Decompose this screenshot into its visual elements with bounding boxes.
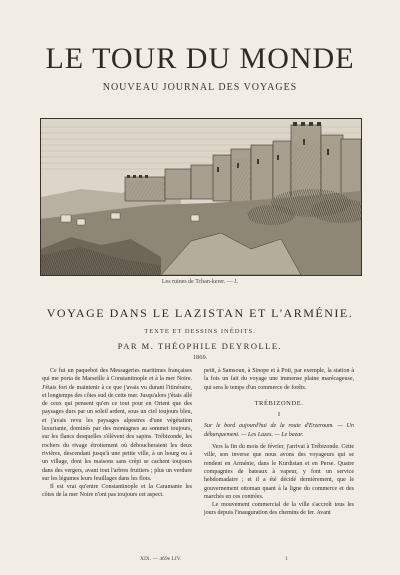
paragraph: Il est vrai qu'entre Constantinople et la Caramanie les côtes de la mer Noire n'ont pas toujours cet aspect. bbox=[42, 484, 192, 499]
paragraph: Le mouvement commercial de la ville s'accroît tous les jours depuis l'inauguration des chemins de fer. Avant bbox=[204, 502, 354, 517]
article-title: VOYAGE DANS LE LAZISTAN ET L'ARMÉNIE. bbox=[46, 306, 354, 320]
paragraph: Ce fut un paquebot des Messageries maritimes françaises qui me porta de Marseille à Constantinople et à la mer Noire. J'étais fort de maintenir à ce que j'avais vu durant l'itinéraire, et longtemps des côtes sud de cette mer. Jusqu'alors j'étais allé de ceux qui pensent qu'en ce tout pour en Orient que des paysages durs par un soleil ardent, sous un ciel toujours bleu, et j'avais revu les paysages alpestres d'une végétation luxuriante, dominés par des montagnes au sommet toujours, sur les flancs desquelles s'élèvent des sapins. Trébizonde, les rochers du rivage étroitement où déboucheraient les deux rivières, descendant jusqu'à une petite ville, à un bourg ou à un village, dont les maisons sans crépi se cachent toujours dans des vergers, avant tout l'arbres fruitiers ; plus un verdure sur les légumes leurs feuillages dans les flots. bbox=[42, 368, 192, 482]
paragraph: Vers la fin du mois de février, j'arrivai à Trébizonde. Cette ville, son inverse que nous avons des voyageurs qui se rendent en Arménie, dans le Kurdistan et en Perse. Quatre compagnies de bateaux à vapeur, y font un service hebdomadaire ; et il a été décidé dernièrement, que le gouvernement ottoman quant à la ligne du commerce et des marchés en ces contrées. bbox=[204, 444, 354, 500]
text-column-left bbox=[42, 367, 192, 547]
paragraph: petit, à Samsoun, à Sinope et à Poti, par exemple, la station à la fois un fait du voyage une immense plaine marécageuse, qui sera le temps d'un commerce de forêts. bbox=[204, 368, 354, 391]
page-footer bbox=[40, 556, 360, 565]
illustration-caption: Les ruines de Tchan-kerer. — J. bbox=[161, 279, 239, 285]
footer-page-mark: 1 bbox=[285, 556, 288, 562]
article-date: 1869. bbox=[192, 354, 208, 361]
section-summary: Sur le bord aujourd'hui de la route d'Erzeroum. — Un débarquement. — Les Lazes. — Le bazar. bbox=[204, 423, 354, 438]
section-number: I bbox=[278, 412, 280, 419]
section-heading: TRÉBIZONDE. bbox=[254, 399, 304, 407]
masthead-subtitle: NOUVEAU JOURNAL DES VOYAGES bbox=[102, 82, 298, 93]
text-column-right bbox=[204, 367, 354, 547]
article-author: PAR M. THÉOPHILE DEYROLLE. bbox=[117, 341, 283, 351]
fortress-engraving bbox=[40, 118, 362, 276]
footer-signature: XIX. — 469e LIV. bbox=[140, 556, 182, 562]
engraving-drawing bbox=[41, 119, 361, 275]
article-subtitle: TEXTE ET DESSINS INÉDITS. bbox=[144, 328, 256, 335]
masthead-title: LE TOUR DU MONDE bbox=[45, 42, 355, 75]
